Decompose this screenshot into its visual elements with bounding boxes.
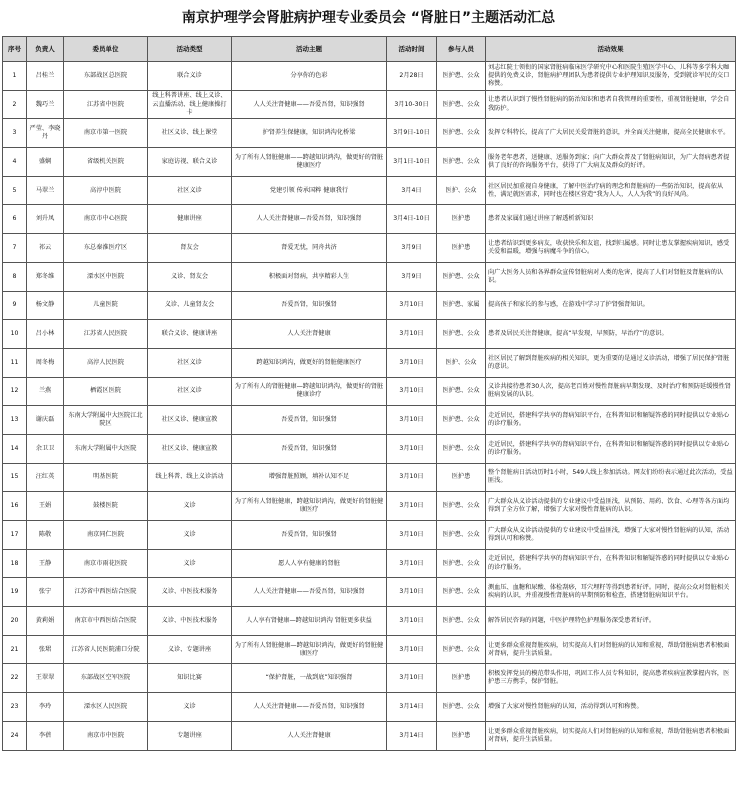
cell-col-participants: 医护患、公众 xyxy=(437,607,486,636)
cell-col-participants: 医护患、公众 xyxy=(437,693,486,722)
cell-col-theme: 人人关注肾健康 xyxy=(232,721,387,750)
header-col-theme: 活动主题 xyxy=(232,37,387,62)
cell-col-participants: 医护患、公众 xyxy=(437,549,486,578)
cell-col-unit: 南京市中医院 xyxy=(64,721,148,750)
cell-col-time: 3月10日 xyxy=(387,320,437,349)
cell-col-theme: 为了所有人肾脏健康，跨越知识鸿沟，做更好的肾脏健康医疗 xyxy=(232,492,387,521)
cell-col-theme: 人人享有肾健康—跨越知识鸿沟 肾脏更多获益 xyxy=(232,607,387,636)
header-col-type: 活动类型 xyxy=(148,37,232,62)
header-col-time: 活动时间 xyxy=(387,37,437,62)
cell-col-participants: 医护患、公众 xyxy=(437,377,486,406)
cell-col-lead: 李玲 xyxy=(27,693,64,722)
cell-col-effect: 广大群众从义诊活动提供的专业建议中受益匪浅，增强了大家对慢性肾脏病的认知，活动得到认可和称赞。 xyxy=(486,521,736,550)
cell-col-index: 21 xyxy=(3,635,27,664)
cell-col-lead: 刘升凤 xyxy=(27,205,64,234)
table-row xyxy=(3,693,736,722)
cell-col-time: 3月4日-10日 xyxy=(387,205,437,234)
cell-col-participants: 医护患、公众 xyxy=(437,434,486,463)
cell-col-index: 9 xyxy=(3,291,27,320)
cell-col-effect: 走近居民，搭建科学共享的肾病知识平台，在科普知识和解疑答惑的同时提供以专业贴心的诊疗服务。 xyxy=(486,549,736,578)
cell-col-type: 社区义诊、健康宣教 xyxy=(148,434,232,463)
cell-col-effect: 刘志红院士领衔的国家肾脏病临床医学研究中心和医院生殖医学中心、儿科等多学科大咖提供的免费义诊，肾脏病护理团队为患者提供专业护理知识及服务，受到就诊军民的交口称赞。 xyxy=(486,62,736,91)
cell-col-effect: 让更多群众重视肾脏疾病，切实提高人们对肾脏病的认知和重视，帮助肾脏病患者积极面对肾病，提升生活质量。 xyxy=(486,721,736,750)
cell-col-lead: 余卫卫 xyxy=(27,434,64,463)
cell-col-theme: 人人关注肾健康——吾爱吾肾，知识强肾 xyxy=(232,693,387,722)
cell-col-type: 专题讲座 xyxy=(148,721,232,750)
cell-col-type: 义诊 xyxy=(148,492,232,521)
header-col-participants: 参与人员 xyxy=(437,37,486,62)
table-row xyxy=(3,664,736,693)
cell-col-type: 社区义诊、健康宣教 xyxy=(148,406,232,435)
cell-col-time: 3月10日 xyxy=(387,635,437,664)
cell-col-index: 12 xyxy=(3,377,27,406)
cell-col-index: 1 xyxy=(3,62,27,91)
cell-col-participants: 医护患 xyxy=(437,234,486,263)
cell-col-index: 2 xyxy=(3,90,27,119)
cell-col-effect: 社区居民加重视自身健康，了解中医治疗病的理念和肾脏病的一些防治知识，提高依从性，满足就医需求，同时也在楼区营造“我为人人，人人为我”的良好风尚。 xyxy=(486,176,736,205)
cell-col-participants: 医护患、公众 xyxy=(437,521,486,550)
cell-col-type: 家庭访视、联合义诊 xyxy=(148,148,232,177)
cell-col-effect: 患者及居民关注肾健康，提高“早发现，早预防，早治疗”的意识。 xyxy=(486,320,736,349)
cell-col-theme: 增强肾脏照顾，填补认知不足 xyxy=(232,463,387,492)
cell-col-unit: 东部战区空军医院 xyxy=(64,664,148,693)
cell-col-time: 3月10日 xyxy=(387,578,437,607)
cell-col-index: 23 xyxy=(3,693,27,722)
header-col-lead: 负责人 xyxy=(27,37,64,62)
cell-col-effect: 向广大医务人员和各界群众宣传肾脏病对人类的危害，提高了人们对肾脏及肾脏病的认识。 xyxy=(486,262,736,291)
table-row xyxy=(3,578,736,607)
cell-col-effect: 社区居民了解到肾脏疾病的相关知识，更为重要的是通过义诊活动，增强了居民保护肾脏的意识。 xyxy=(486,348,736,377)
cell-col-effect: 增强了大家对慢性肾脏病的认知，活动得到认可和称赞。 xyxy=(486,693,736,722)
table-row xyxy=(3,377,736,406)
cell-col-lead: 祁云 xyxy=(27,234,64,263)
cell-col-participants: 医护患、公众 xyxy=(437,406,486,435)
cell-col-index: 14 xyxy=(3,434,27,463)
cell-col-theme: 人人关注肾健康 xyxy=(232,320,387,349)
cell-col-time: 3月14日 xyxy=(387,721,437,750)
cell-col-theme: 人人关注肾健康——吾爱吾肾，知识强肾 xyxy=(232,578,387,607)
cell-col-index: 3 xyxy=(3,119,27,148)
table-row xyxy=(3,176,736,205)
cell-col-type: 社区义诊、线上课堂 xyxy=(148,119,232,148)
cell-col-unit: 省级机关医院 xyxy=(64,148,148,177)
cell-col-effect: 义诊共接待患者30人次，提高老百姓对慢性肾脏病早期发现、及时治疗和预防延缓慢性肾脏病发展的认识。 xyxy=(486,377,736,406)
header-col-effect: 活动效果 xyxy=(486,37,736,62)
cell-col-time: 3月10日 xyxy=(387,348,437,377)
cell-col-index: 7 xyxy=(3,234,27,263)
cell-col-type: 义诊 xyxy=(148,549,232,578)
cell-col-time: 3月1日-10日 xyxy=(387,148,437,177)
cell-col-index: 15 xyxy=(3,463,27,492)
table-row xyxy=(3,90,736,119)
cell-col-unit: 江苏省人民医院 xyxy=(64,320,148,349)
cell-col-lead: 张宁 xyxy=(27,578,64,607)
cell-col-theme: 人人关注肾健康——吾爱吾肾，知识强肾 xyxy=(232,90,387,119)
cell-col-time: 3月9日-10日 xyxy=(387,119,437,148)
table-row xyxy=(3,463,736,492)
cell-col-index: 6 xyxy=(3,205,27,234)
cell-col-theme: “保护肾脏，一战到底”知识强肾 xyxy=(232,664,387,693)
table-row xyxy=(3,721,736,750)
table-row xyxy=(3,262,736,291)
cell-col-participants: 医护患、公众 xyxy=(437,635,486,664)
cell-col-participants: 医护患、公众 xyxy=(437,148,486,177)
cell-col-type: 义诊 xyxy=(148,693,232,722)
cell-col-time: 3月10日 xyxy=(387,549,437,578)
table-row xyxy=(3,492,736,521)
cell-col-time: 3月14日 xyxy=(387,693,437,722)
cell-col-lead: 兰燕 xyxy=(27,377,64,406)
cell-col-participants: 医护患 xyxy=(437,664,486,693)
cell-col-lead: 谢庆磊 xyxy=(27,406,64,435)
cell-col-type: 社区义诊 xyxy=(148,377,232,406)
cell-col-lead: 吕桂兰 xyxy=(27,62,64,91)
cell-col-unit: 南京市雨花医院 xyxy=(64,549,148,578)
cell-col-effect: 发挥专科特长，提高了广大居民关爱肾脏的意识，并全面关注健康，提高全民健康水平。 xyxy=(486,119,736,148)
cell-col-lead: 张珺 xyxy=(27,635,64,664)
header-col-unit: 委员单位 xyxy=(64,37,148,62)
cell-col-theme: 党建引领 传承国粹 健康我行 xyxy=(232,176,387,205)
cell-col-participants: 医护患、公众 xyxy=(437,320,486,349)
cell-col-unit: 江苏省人民医院浦口分院 xyxy=(64,635,148,664)
cell-col-theme: 人人关注肾健康—吾爱吾肾，知识强肾 xyxy=(232,205,387,234)
cell-col-participants: 医护患 xyxy=(437,463,486,492)
cell-col-index: 20 xyxy=(3,607,27,636)
cell-col-index: 22 xyxy=(3,664,27,693)
cell-col-unit: 高淳中医院 xyxy=(64,176,148,205)
cell-col-time: 3月10-30日 xyxy=(387,90,437,119)
cell-col-unit: 东部战区总医院 xyxy=(64,62,148,91)
cell-col-participants: 医护、公众 xyxy=(437,176,486,205)
cell-col-index: 17 xyxy=(3,521,27,550)
table-row xyxy=(3,119,736,148)
cell-col-index: 4 xyxy=(3,148,27,177)
header-col-index: 序号 xyxy=(3,37,27,62)
cell-col-time: 3月10日 xyxy=(387,291,437,320)
cell-col-effect: 走近居民，搭建科学共享的肾病知识平台，在科普知识和解疑答惑的同时提供以专业贴心的诊疗服务。 xyxy=(486,406,736,435)
table-row xyxy=(3,62,736,91)
cell-col-type: 义诊、中医技术服务 xyxy=(148,607,232,636)
cell-col-effect: 患者及家属们通过讲座了解透析新知识 xyxy=(486,205,736,234)
table-row xyxy=(3,607,736,636)
cell-col-participants: 医护患、公众 xyxy=(437,119,486,148)
cell-col-lead: 吕小林 xyxy=(27,320,64,349)
cell-col-theme: 为了所有人肾脏健康—跨越知识鸿沟，做更好的肾脏健康医疗 xyxy=(232,635,387,664)
cell-col-lead: 盛娴 xyxy=(27,148,64,177)
table-row xyxy=(3,521,736,550)
cell-col-lead: 陈敬 xyxy=(27,521,64,550)
cell-col-unit: 南京市中心医院 xyxy=(64,205,148,234)
cell-col-type: 健康讲座 xyxy=(148,205,232,234)
cell-col-type: 知识比赛 xyxy=(148,664,232,693)
cell-col-lead: 李蓓 xyxy=(27,721,64,750)
cell-col-index: 16 xyxy=(3,492,27,521)
cell-col-lead: 汪红英 xyxy=(27,463,64,492)
activity-summary-table xyxy=(2,36,736,751)
cell-col-effect: 广大群众从义诊活动提供的专业建议中受益匪浅，从预防、用药、饮食、心理等各方面均得到了全方位了解，增强了大家对慢性肾脏病的认识。 xyxy=(486,492,736,521)
cell-col-effect: 服务老年患者，送健康、送服务到家；向广大群众普及了肾脏病知识，为广大肾病患者提供了良好的咨询服务平台，获得了广大病友及群众的好评。 xyxy=(486,148,736,177)
table-row xyxy=(3,234,736,263)
cell-col-unit: 南京市中西医结合医院 xyxy=(64,607,148,636)
cell-col-lead: 杨文静 xyxy=(27,291,64,320)
cell-col-index: 19 xyxy=(3,578,27,607)
table-row xyxy=(3,549,736,578)
cell-col-participants: 医护患、公众 xyxy=(437,492,486,521)
table-row xyxy=(3,205,736,234)
cell-col-theme: 吾爱吾肾，知识强肾 xyxy=(232,521,387,550)
cell-col-theme: 分享你的色彩 xyxy=(232,62,387,91)
cell-col-lead: 黄莉娟 xyxy=(27,607,64,636)
document-title: 南京护理学会肾脏病护理专业委员会 “肾脏日”主题活动汇总 xyxy=(181,10,556,26)
cell-col-effect: 解答居民咨询的问题，中医护理特色护理服务深受患者好评。 xyxy=(486,607,736,636)
cell-col-theme: 为了所有人的肾脏健康—跨越知识鸿沟，做更好的肾脏健康诊疗 xyxy=(232,377,387,406)
cell-col-type: 义诊、肾友会 xyxy=(148,262,232,291)
cell-col-participants: 医护、公众 xyxy=(437,348,486,377)
cell-col-unit: 南京市第一医院 xyxy=(64,119,148,148)
cell-col-type: 线上科普、线上义诊活动 xyxy=(148,463,232,492)
table-row xyxy=(3,348,736,377)
cell-col-type: 社区义诊 xyxy=(148,176,232,205)
cell-col-time: 3月10日 xyxy=(387,664,437,693)
cell-col-time: 3月10日 xyxy=(387,463,437,492)
cell-col-unit: 溧水区人民医院 xyxy=(64,693,148,722)
cell-col-index: 5 xyxy=(3,176,27,205)
cell-col-participants: 医护患 xyxy=(437,205,486,234)
table-row xyxy=(3,635,736,664)
cell-col-theme: 积极面对肾病，共享精彩人生 xyxy=(232,262,387,291)
cell-col-type: 社区义诊 xyxy=(148,348,232,377)
cell-col-index: 8 xyxy=(3,262,27,291)
cell-col-effect: 积极发挥党员的模范带头作用，巩固工作人员专科知识，提高患者疾病宣教掌握内容，医护患三方携手，保护肾脏。 xyxy=(486,664,736,693)
cell-col-lead: 王娟 xyxy=(27,492,64,521)
cell-col-lead: 王翠翠 xyxy=(27,664,64,693)
cell-col-type: 义诊 xyxy=(148,521,232,550)
cell-col-unit: 东南大学附属中大医院江北院区 xyxy=(64,406,148,435)
cell-col-lead: 郑冬维 xyxy=(27,262,64,291)
cell-col-type: 义诊、专题讲座 xyxy=(148,635,232,664)
cell-col-theme: 跨越知识鸿沟，做更好的肾脏健康医疗 xyxy=(232,348,387,377)
cell-col-participants: 医护患、公众 xyxy=(437,62,486,91)
cell-col-time: 3月9日 xyxy=(387,234,437,263)
cell-col-theme: 护肾养生保健康，知识鸿沟化桥梁 xyxy=(232,119,387,148)
cell-col-effect: 整个肾脏病日活动历时1小时，549人线上参加活动。网友们纷纷表示通过此次活动，受益匪浅。 xyxy=(486,463,736,492)
cell-col-unit: 鼓楼医院 xyxy=(64,492,148,521)
cell-col-type: 联合义诊 xyxy=(148,62,232,91)
cell-col-type: 义诊、儿童肾友会 xyxy=(148,291,232,320)
cell-col-unit: 江苏省中医院 xyxy=(64,90,148,119)
cell-col-effect: 测血压、血糖和尿酸、体检刮痧，耳穴埋籽等得到患者好评。同时，提高公众对肾脏相关疾病的认识，并重视慢性肾脏病的早期预防和检查，搭建肾脏病知识平台。 xyxy=(486,578,736,607)
cell-col-lead: 王静 xyxy=(27,549,64,578)
cell-col-participants: 医护患、公众 xyxy=(437,90,486,119)
cell-col-unit: 江苏省中西医结合医院 xyxy=(64,578,148,607)
cell-col-unit: 明基医院 xyxy=(64,463,148,492)
table-body xyxy=(3,62,736,751)
cell-col-effect: 让患者认识到了慢性肾脏病的防治知识和患者自我管理的重要性，重视肾脏健康，学会自我防护。 xyxy=(486,90,736,119)
cell-col-type: 线上科普讲座、线上义诊、云直播活动、线上健康操打卡 xyxy=(148,90,232,119)
cell-col-type: 义诊、中医技术服务 xyxy=(148,578,232,607)
table-header-row xyxy=(3,37,736,62)
cell-col-theme: 为了所有人肾脏健康——跨越知识鸿沟，做更好的肾脏健康医疗 xyxy=(232,148,387,177)
cell-col-time: 3月10日 xyxy=(387,377,437,406)
table-row xyxy=(3,148,736,177)
cell-col-participants: 医护患 xyxy=(437,721,486,750)
cell-col-lead: 严莹、李晓丹 xyxy=(27,119,64,148)
cell-col-index: 13 xyxy=(3,406,27,435)
table-row xyxy=(3,406,736,435)
table-row xyxy=(3,434,736,463)
cell-col-unit: 儿童医院 xyxy=(64,291,148,320)
table-row xyxy=(3,320,736,349)
cell-col-unit: 溧水区中医院 xyxy=(64,262,148,291)
cell-col-lead: 马翠兰 xyxy=(27,176,64,205)
cell-col-lead: 周冬梅 xyxy=(27,348,64,377)
cell-col-type: 肾友会 xyxy=(148,234,232,263)
cell-col-theme: 吾爱吾肾，知识强肾 xyxy=(232,291,387,320)
cell-col-unit: 东总秦淮医疗区 xyxy=(64,234,148,263)
cell-col-effect: 走近居民，搭建科学共享的肾病知识平台，在科普知识和解疑答惑的同时提供以专业贴心的诊疗服务。 xyxy=(486,434,736,463)
cell-col-index: 24 xyxy=(3,721,27,750)
cell-col-time: 3月10日 xyxy=(387,434,437,463)
cell-col-index: 11 xyxy=(3,348,27,377)
cell-col-theme: 吾爱吾肾，知识强肾 xyxy=(232,406,387,435)
cell-col-unit: 高淳人民医院 xyxy=(64,348,148,377)
cell-col-time: 3月10日 xyxy=(387,406,437,435)
cell-col-time: 3月10日 xyxy=(387,521,437,550)
cell-col-time: 3月10日 xyxy=(387,492,437,521)
cell-col-participants: 医护患、公众 xyxy=(437,262,486,291)
cell-col-time: 2月28日 xyxy=(387,62,437,91)
cell-col-index: 18 xyxy=(3,549,27,578)
cell-col-theme: 愿人人享有健康的肾脏 xyxy=(232,549,387,578)
cell-col-unit: 东南大学附属中大医院 xyxy=(64,434,148,463)
cell-col-unit: 南京同仁医院 xyxy=(64,521,148,550)
cell-col-type: 联合义诊、健康讲座 xyxy=(148,320,232,349)
cell-col-participants: 医护患、公众 xyxy=(437,578,486,607)
cell-col-effect: 让患者结识到更多病友，收获快乐和友谊，找到归属感。同时让患友掌握疾病知识，感受关爱和温暖，增强与病魔斗争的信心。 xyxy=(486,234,736,263)
cell-col-time: 3月9日 xyxy=(387,262,437,291)
cell-col-time: 3月4日 xyxy=(387,176,437,205)
cell-col-lead: 魏巧兰 xyxy=(27,90,64,119)
cell-col-index: 10 xyxy=(3,320,27,349)
cell-col-participants: 医护患、家属 xyxy=(437,291,486,320)
table-row xyxy=(3,291,736,320)
cell-col-unit: 栖霞区医院 xyxy=(64,377,148,406)
cell-col-theme: 肾爱无忧，同舟共济 xyxy=(232,234,387,263)
cell-col-effect: 让更多群众重视肾脏疾病，切实提高人们对肾脏病的认知和重视，帮助肾脏病患者积极面对肾病，提升生活质量。 xyxy=(486,635,736,664)
cell-col-theme: 吾爱吾肾，知识强肾 xyxy=(232,434,387,463)
cell-col-effect: 提高孩子和家长的参与感，在游戏中学习了护肾强肾知识。 xyxy=(486,291,736,320)
cell-col-time: 3月10日 xyxy=(387,607,437,636)
